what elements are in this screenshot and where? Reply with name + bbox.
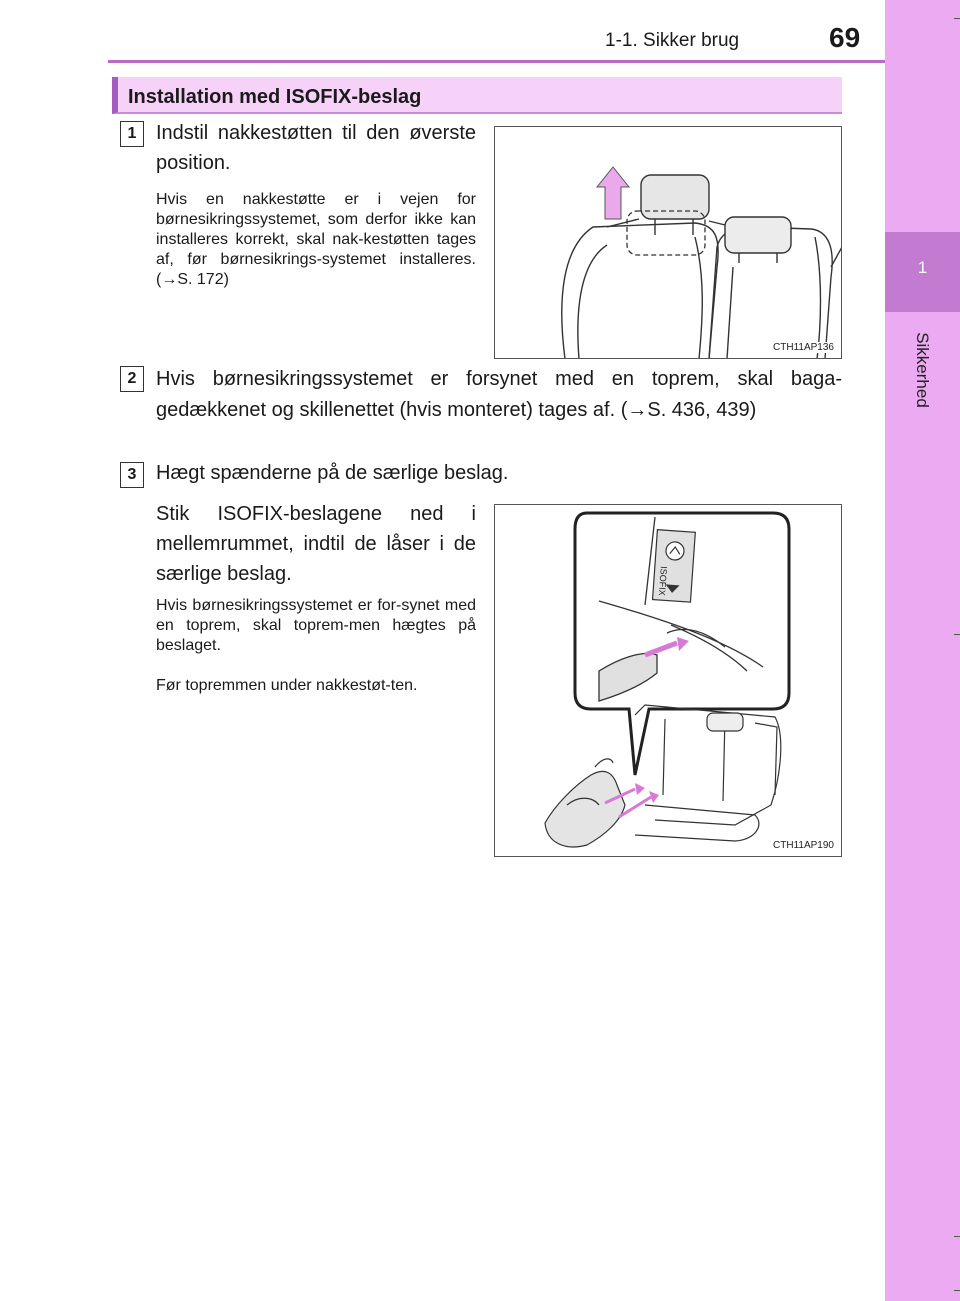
crop-mark — [954, 634, 960, 635]
step-2-badge: 2 — [120, 366, 144, 392]
header-rule — [108, 60, 885, 63]
step-2-text: Hvis børnesikringssystemet er forsynet med en toprem, skal baga-gedækkenet og skillenettet (hvis monteret) tages af. (→S. 436, 439) — [156, 368, 842, 421]
chapter-label: Sikkerhed — [913, 332, 932, 408]
isofix-label: ISOFIX — [656, 565, 669, 597]
crop-mark — [954, 1290, 960, 1291]
crop-mark — [954, 1236, 960, 1237]
headrest-illustration — [494, 126, 842, 359]
side-band — [885, 0, 960, 1301]
step-3-subtext: Stik ISOFIX-beslagene ned i mellemrummet, indtil de låser i de særlige beslag. — [156, 503, 476, 585]
step-1-text: Indstil nakkestøtten til den øverste position. — [156, 122, 476, 174]
isofix-anchor-drawing — [495, 505, 842, 857]
isofix-tag — [653, 530, 696, 602]
crop-mark — [954, 18, 960, 19]
figure-code: CTH11AP136 — [773, 342, 834, 353]
rear-seat-headrest-drawing — [495, 127, 842, 359]
up-arrow-icon — [597, 167, 629, 219]
isofix-illustration — [494, 504, 842, 857]
step-3-badge: 3 — [120, 462, 144, 488]
section-title: Installation med ISOFIX-beslag — [128, 86, 422, 108]
header-section: 1-1. Sikker brug — [605, 30, 740, 51]
step-1-note: Hvis en nakkestøtte er i vejen for børnesikringssystemet, som derfor ikke kan installeres korrekt, skal nak-kestøtten tages af, før børnesikrings-systemet installeres. (→S. 172) — [156, 191, 476, 288]
step-1-badge: 1 — [120, 121, 144, 147]
chapter-number: 1 — [917, 258, 928, 277]
step-3-note-2: Før topremmen under nakkestøt-ten. — [156, 677, 418, 694]
step-3-text: Hægt spænderne på de særlige beslag. — [156, 462, 509, 484]
step-3-note-1: Hvis børnesikringssystemet er for-synet med en toprem, skal toprem-men hægtes på beslaget. — [156, 597, 476, 654]
page-number: 69 — [829, 22, 861, 53]
figure-code: CTH11AP190 — [773, 840, 834, 851]
